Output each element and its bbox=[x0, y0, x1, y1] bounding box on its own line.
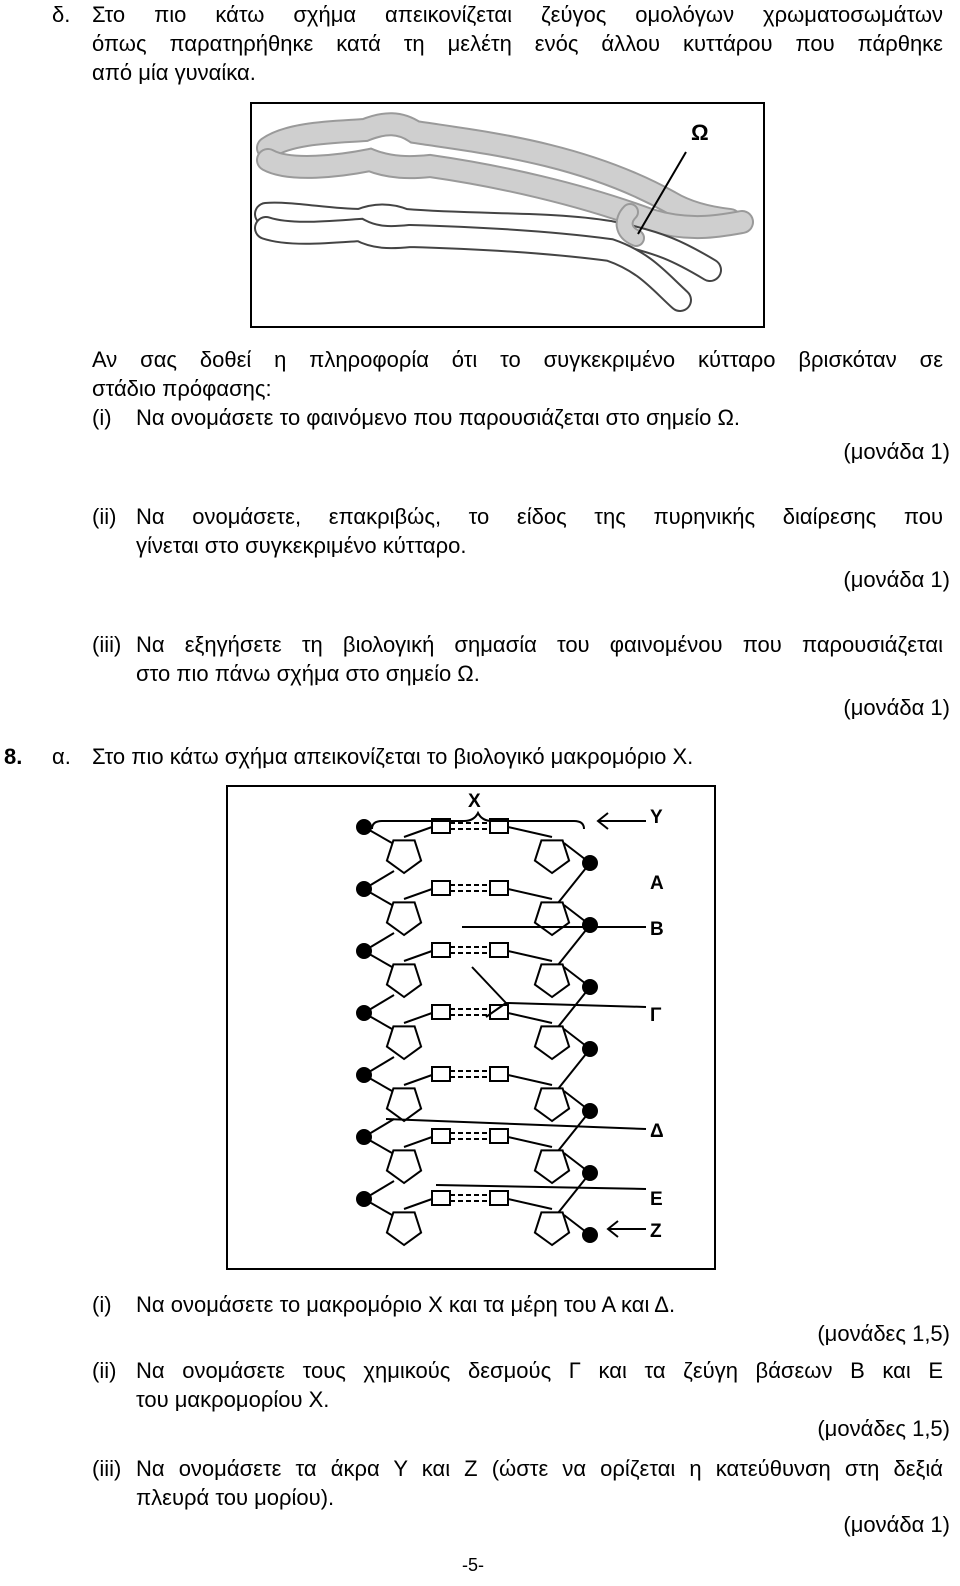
section-8-marker: α. bbox=[52, 744, 71, 769]
dna-macromolecule-figure bbox=[226, 785, 716, 1270]
base-right bbox=[490, 881, 508, 895]
d-question-2-text-line-2: γίνεται στο συγκεκριμένο κύτταρο. bbox=[136, 533, 467, 558]
8a-question-2-text-line-1: Να ονομάσετε τους χημικούς δεσμούς Γ και τα ζεύγη βάσεων Β και Ε bbox=[136, 1358, 943, 1383]
d-question-1-marks: (μονάδα 1) bbox=[843, 439, 950, 464]
section-d-text-line-1: Στο πιο κάτω σχήμα απεικονίζεται ζεύγος ομολόγων χρωματοσωμάτων bbox=[92, 2, 943, 27]
base-right bbox=[490, 943, 508, 957]
section-8-intro: Στο πιο κάτω σχήμα απεικονίζεται το βιολογικό μακρομόριο Χ. bbox=[92, 744, 694, 769]
8a-question-2-marks: (μονάδες 1,5) bbox=[817, 1416, 950, 1441]
label-g: Γ bbox=[650, 1005, 662, 1026]
8a-question-3-text-line-2: πλευρά του μορίου). bbox=[136, 1485, 335, 1510]
label-e: Ε bbox=[650, 1189, 663, 1210]
8a-question-2-number: (ii) bbox=[92, 1358, 117, 1383]
label-y: Υ bbox=[650, 807, 663, 828]
d-question-3-text-line-1: Να εξηγήσετε τη βιολογική σημασία του φαινομένου που παρουσιάζεται bbox=[136, 632, 943, 657]
page-number: -5- bbox=[462, 1555, 484, 1575]
section-d-intro-line-2: στάδιο πρόφασης: bbox=[92, 376, 272, 401]
homologous-chromosomes-figure bbox=[250, 102, 765, 328]
base-left bbox=[432, 1191, 450, 1205]
label-x: X bbox=[468, 791, 481, 812]
phosphate-right bbox=[583, 1228, 597, 1242]
label-b: Β bbox=[650, 919, 664, 940]
8a-question-3-number: (iii) bbox=[92, 1456, 122, 1481]
section-d-marker: δ. bbox=[52, 2, 71, 27]
8a-question-3-text-line-1: Να ονομάσετε τα άκρα Υ και Ζ (ώστε να ορίζεται η κατεύθυνση στη δεξιά bbox=[136, 1456, 943, 1481]
8a-question-1-text: Να ονομάσετε το μακρομόριο Χ και τα μέρη του Α και Δ. bbox=[136, 1292, 676, 1317]
8a-question-1-number: (i) bbox=[92, 1292, 112, 1317]
8a-question-1-marks: (μονάδες 1,5) bbox=[817, 1321, 950, 1346]
8a-question-2-text-line-2: του μακρομορίου Χ. bbox=[136, 1387, 330, 1412]
d-question-1-text: Να ονομάσετε το φαινόμενο που παρουσιάζεται στο σημείο Ω. bbox=[136, 405, 741, 430]
omega-label: Ω bbox=[691, 120, 709, 145]
base-left bbox=[432, 1129, 450, 1143]
d-question-2-marks: (μονάδα 1) bbox=[843, 567, 950, 592]
label-a: Α bbox=[650, 873, 664, 894]
question-8-number: 8. bbox=[4, 744, 23, 769]
base-left bbox=[432, 881, 450, 895]
base-left bbox=[432, 943, 450, 957]
section-d-text-line-2: όπως παρατηρήθηκε κατά τη μελέτη ενός άλλου κυττάρου που πάρθηκε bbox=[92, 31, 943, 56]
label-z: Ζ bbox=[650, 1221, 662, 1242]
8a-question-3-marks: (μονάδα 1) bbox=[843, 1512, 950, 1537]
d-question-2-number: (ii) bbox=[92, 504, 117, 529]
base-right bbox=[490, 1129, 508, 1143]
section-d-text-line-3: από μία γυναίκα. bbox=[92, 60, 256, 85]
d-question-3-marks: (μονάδα 1) bbox=[843, 695, 950, 720]
d-question-2-text-line-1: Να ονομάσετε, επακριβώς, το είδος της πυρηνικής διαίρεσης που bbox=[136, 504, 943, 529]
base-right bbox=[490, 1067, 508, 1081]
base-left bbox=[432, 1067, 450, 1081]
d-question-3-text-line-2: στο πιο πάνω σχήμα στο σημείο Ω. bbox=[136, 661, 480, 686]
base-right bbox=[490, 1191, 508, 1205]
d-question-1-number: (i) bbox=[92, 405, 112, 430]
base-left bbox=[432, 1005, 450, 1019]
d-question-3-number: (iii) bbox=[92, 632, 122, 657]
section-d-intro-line-1: Αν σας δοθεί η πληροφορία ότι το συγκεκριμένο κύτταρο βρισκόταν σε bbox=[92, 347, 943, 372]
label-d: Δ bbox=[650, 1121, 664, 1142]
